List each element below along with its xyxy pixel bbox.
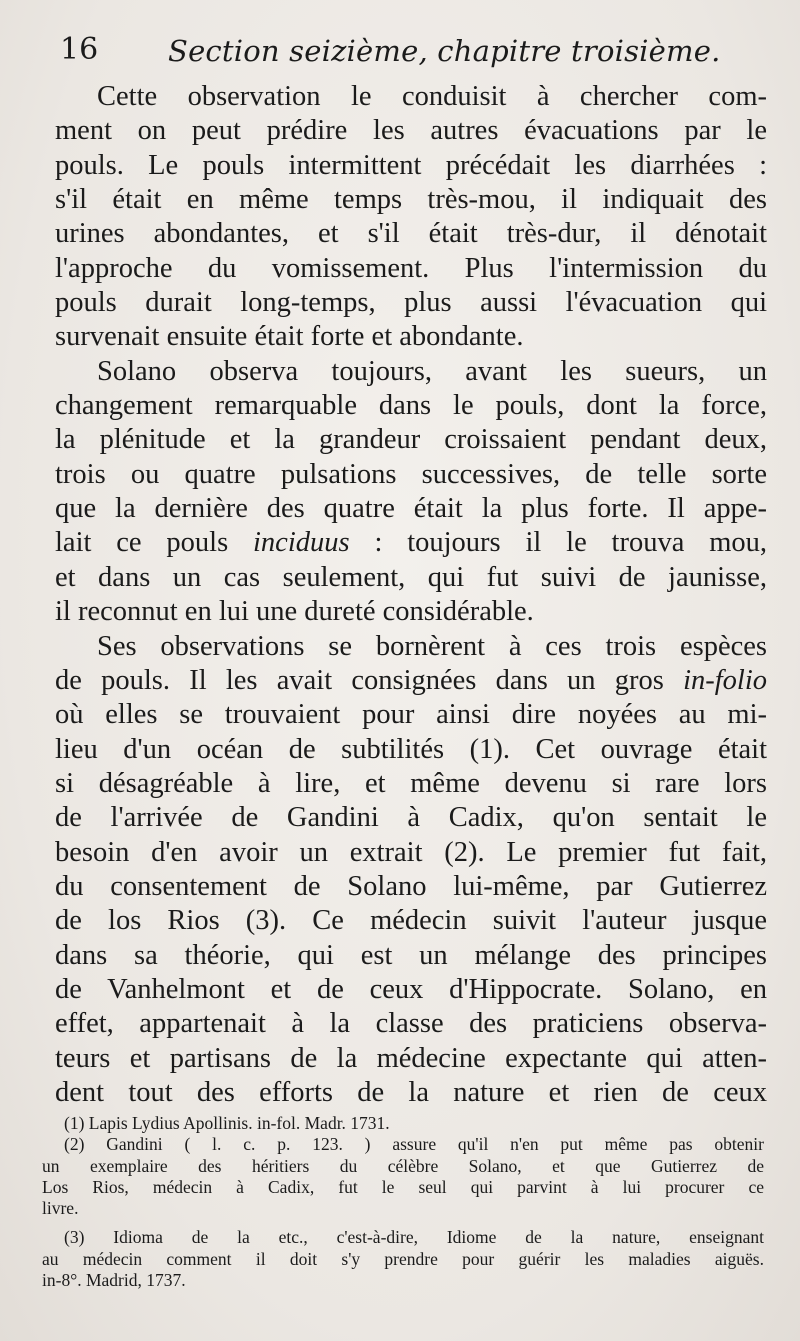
text-line: pouls. Le pouls intermittent précédait les diarrhées : bbox=[55, 149, 767, 181]
text-line: pouls durait long-temps, plus aussi l'évacuation qui bbox=[55, 287, 767, 319]
text-line: ment on peut prédire les autres évacuations par le bbox=[55, 115, 767, 147]
text-line: Ses observations se bornèrent à ces trois espèces bbox=[97, 630, 767, 662]
text-line: effet, appartenait à la classe des praticiens observa- bbox=[55, 1008, 767, 1040]
text-line: Cette observation le conduisit à chercher com- bbox=[97, 81, 767, 112]
text-line: du consentement de Solano lui-même, par Gutierrez bbox=[55, 870, 767, 902]
footnote-line: Los Rios, médecin à Cadix, fut le seul qui parvint à lui procurer ce bbox=[42, 1176, 764, 1197]
text-line: urines abondantes, et s'il était très-dur, il dénotait bbox=[55, 218, 767, 250]
text-line: l'approche du vomissement. Plus l'intermission du bbox=[55, 252, 767, 284]
text-line: de los Rios (3). Ce médecin suivit l'auteur jusque bbox=[55, 905, 767, 937]
footnote-3: (3) Idioma de la etc., c'est-à-dire, Idiome de la nature, enseignant bbox=[64, 1227, 764, 1248]
footnote-line: au médecin comment il doit s'y prendre pour guérir les maladies aiguës. bbox=[42, 1248, 764, 1269]
footnote-line: livre. bbox=[42, 1198, 79, 1219]
footnote-2: (2) Gandini ( l. c. p. 123. ) assure qu'il n'en put même pas obtenir bbox=[64, 1134, 764, 1155]
text-fragment: : toujours il le trouva mou, bbox=[349, 527, 767, 559]
footnotes bbox=[42, 1113, 764, 1291]
text-line: survenait ensuite était forte et abondante. bbox=[55, 321, 524, 353]
text-line: la plénitude et la grandeur croissaient pendant deux, bbox=[55, 424, 767, 456]
text-line: lieu d'un océan de subtilités (1). Cet ouvrage était bbox=[55, 733, 767, 765]
text-line: de l'arrivée de Gandini à Cadix, qu'on sentait le bbox=[55, 802, 767, 834]
page-number: 16 bbox=[60, 32, 99, 67]
text-fragment: lait ce pouls bbox=[55, 527, 229, 559]
text-line: que la dernière des quatre était la plus forte. Il appe- bbox=[55, 493, 767, 525]
text-line: il reconnut en lui une dureté considérable. bbox=[55, 596, 534, 628]
text-line: s'il était en même temps très-mou, il indiquait des bbox=[55, 184, 767, 216]
text-line: besoin d'en avoir un extrait (2). Le premier fut fait, bbox=[55, 836, 767, 868]
italic-term: inciduus bbox=[253, 527, 350, 559]
text-line: teurs et partisans de la médecine expectante qui atten- bbox=[55, 1042, 767, 1074]
footnote-spacer bbox=[42, 1219, 764, 1227]
text-line: où elles se trouvaient pour ainsi dire noyées au mi- bbox=[55, 699, 767, 731]
footnote-line: un exemplaire des héritiers du célèbre Solano, et que Gutierrez de bbox=[42, 1155, 764, 1176]
footnote-1: (1) Lapis Lydius Apollinis. in-fol. Madr. 1731. bbox=[64, 1113, 390, 1133]
text-line bbox=[55, 664, 767, 698]
text-line: dans sa théorie, qui est un mélange des principes bbox=[55, 939, 767, 971]
text-line: dent tout des efforts de la nature et rien de ceux bbox=[55, 1076, 767, 1108]
text-line: trois ou quatre pulsations successives, de telle sorte bbox=[55, 458, 767, 490]
text-line: changement remarquable dans le pouls, dont la force, bbox=[55, 390, 767, 422]
text-line: de Vanhelmont et de ceux d'Hippocrate. Solano, en bbox=[55, 973, 767, 1005]
text-fragment: de pouls. Il les avait consignées dans un gros bbox=[55, 664, 664, 696]
text-line bbox=[55, 526, 767, 560]
running-head: Section seizième, chapitre troisième. bbox=[168, 34, 721, 68]
text-line: et dans un cas seulement, qui fut suivi de jaunisse, bbox=[55, 561, 767, 593]
footnote-line: in-8°. Madrid, 1737. bbox=[42, 1270, 186, 1291]
body-text bbox=[55, 80, 767, 1110]
page-header bbox=[60, 30, 760, 74]
text-line: si désagréable à lire, et même devenu si rare lors bbox=[55, 767, 767, 799]
italic-term: in-folio bbox=[683, 664, 767, 696]
text-line: Solano observa toujours, avant les sueurs, un bbox=[97, 355, 767, 387]
